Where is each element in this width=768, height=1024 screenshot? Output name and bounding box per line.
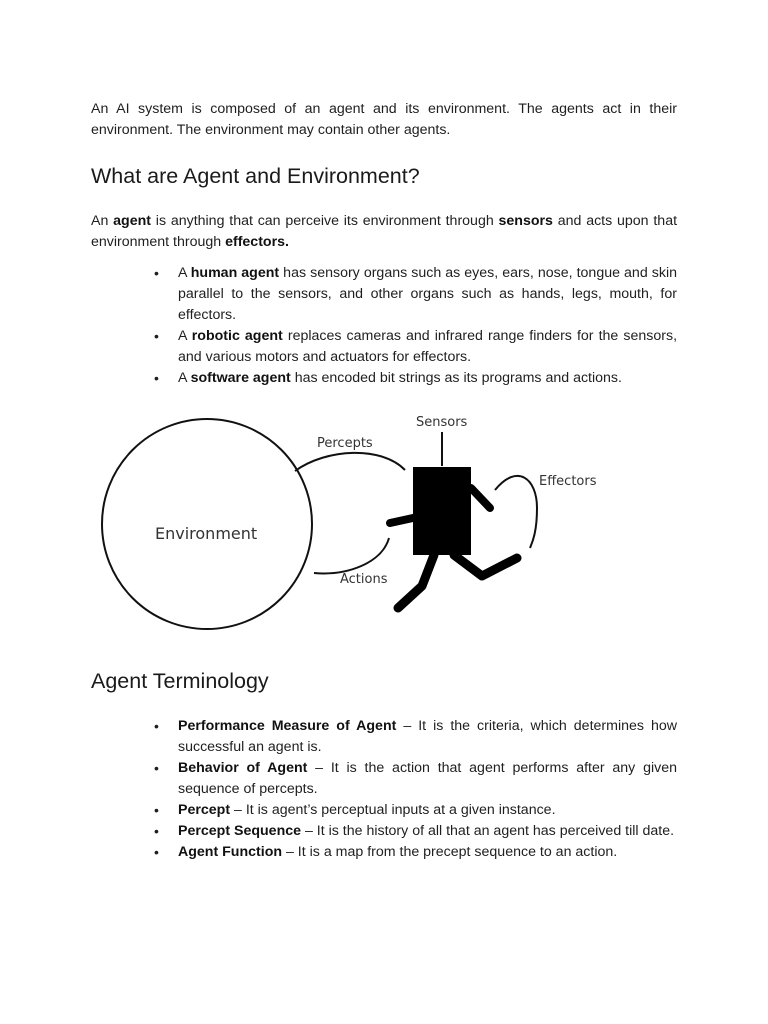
intro-paragraph: An AI system is composed of an agent and its environment. The agents act in their environment. The environment may contain other agents. [91, 101, 677, 138]
sensors-label: Sensors [416, 415, 468, 430]
def-sensors-term: sensors [498, 213, 553, 229]
item-text: replaces cameras and infrared range finders for the sensors, and various motors and actuators for effectors. [178, 328, 678, 365]
item-text: A [178, 265, 191, 281]
bullet-icon: • [154, 370, 159, 386]
bullet-icon: • [154, 328, 159, 344]
bullet-icon: • [154, 802, 159, 818]
terminology-list [91, 716, 677, 863]
percepts-label: Percepts [317, 436, 373, 451]
item-term: software agent [190, 370, 291, 386]
item-term: Agent Function [178, 844, 283, 860]
list-item [91, 821, 677, 842]
agent-types-list [91, 263, 677, 389]
item-term: Behavior of Agent [178, 760, 308, 776]
agent-body [413, 467, 471, 555]
item-text: – It is the action that agent performs after any given sequence of percepts. [178, 760, 677, 797]
actions-label: Actions [340, 572, 388, 587]
item-term: robotic agent [191, 328, 283, 344]
item-text: has sensory organs such as eyes, ears, nose, tongue and skin parallel to the sensors, and other organs such as hands, legs, mouth, for effectors. [178, 265, 677, 323]
list-item [91, 800, 677, 821]
agent-leg-right [454, 555, 517, 576]
heading-agent-terminology: Agent Terminology [91, 669, 269, 693]
actions-arrow [314, 538, 389, 573]
effectors-label: Effectors [539, 474, 597, 489]
list-item [91, 842, 677, 863]
agent-environment-diagram [92, 408, 612, 638]
def-text: and acts upon that environment through [91, 213, 678, 250]
def-text: is anything that can perceive its environment through [151, 213, 499, 229]
agent-definition [91, 211, 677, 253]
bullet-icon: • [154, 844, 159, 860]
bullet-icon: • [154, 760, 159, 776]
effectors-arrow [495, 476, 537, 548]
def-effectors-term: effectors. [225, 234, 289, 250]
item-term: Percept [178, 802, 231, 818]
item-text: – It is the history of all that an agent has perceived till date. [301, 823, 675, 839]
environment-label: Environment [155, 524, 258, 543]
item-text: – It is the criteria, which determines how successful an agent is. [178, 718, 677, 755]
list-item [91, 716, 677, 758]
list-item [91, 326, 677, 368]
item-term: Performance Measure of Agent [178, 718, 397, 734]
bullet-icon: • [154, 718, 159, 734]
heading-agent-environment: What are Agent and Environment? [91, 164, 420, 188]
agent-leg-left [398, 555, 434, 608]
agent-arm-left [390, 518, 413, 523]
def-agent-term: agent [113, 213, 151, 229]
item-term: human agent [190, 265, 280, 281]
item-text: A [178, 328, 192, 344]
list-item [91, 368, 677, 389]
item-text: has encoded bit strings as its programs and actions. [290, 370, 622, 386]
bullet-icon: • [154, 823, 159, 839]
bullet-icon: • [154, 265, 159, 281]
item-text: – It is a map from the precept sequence to an action. [282, 844, 618, 860]
list-item [91, 263, 677, 326]
list-item [91, 758, 677, 800]
item-term: Percept Sequence [178, 823, 302, 839]
item-text: A [178, 370, 191, 386]
def-text: An [91, 213, 114, 229]
item-text: – It is agent’s perceptual inputs at a given instance. [230, 802, 556, 818]
agent-arm-right [471, 488, 490, 508]
percepts-arrow [295, 453, 405, 471]
